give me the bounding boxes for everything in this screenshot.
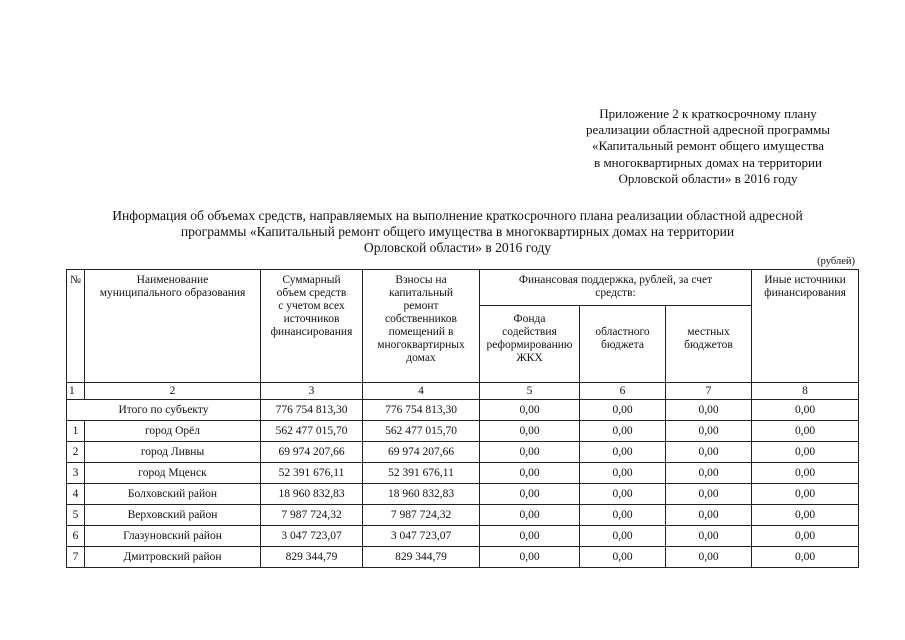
- row-number: 3: [67, 463, 85, 484]
- column-number: 3: [261, 383, 363, 400]
- cell-total: 52 391 676,11: [261, 463, 363, 484]
- row-name: Глазуновский район: [85, 526, 261, 547]
- cell-local: 0,00: [666, 526, 752, 547]
- column-number-row: [67, 383, 859, 400]
- cell-fund: 0,00: [480, 526, 580, 547]
- cell-total: 7 987 724,32: [261, 505, 363, 526]
- cell-fund: 0,00: [480, 547, 580, 568]
- cell-fund: 0,00: [480, 484, 580, 505]
- cell-local: 0,00: [666, 463, 752, 484]
- header-regional: областного бюджета: [580, 306, 666, 383]
- appendix-line: в многоквартирных домах на территории: [594, 154, 822, 170]
- cell-local: 0,00: [666, 442, 752, 463]
- cell-other: 0,00: [752, 421, 859, 442]
- row-number: 1: [67, 421, 85, 442]
- document-title: [40, 208, 875, 256]
- cell-total: 69 974 207,66: [261, 442, 363, 463]
- cell-local: 0,00: [666, 421, 752, 442]
- row-number: 7: [67, 547, 85, 568]
- cell-fund: 0,00: [480, 505, 580, 526]
- cell-regional: 0,00: [580, 484, 666, 505]
- appendix-line: Орловской области» в 2016 году: [618, 170, 798, 186]
- header-num: №: [67, 270, 85, 383]
- table-row: [67, 421, 859, 442]
- cell-other: 0,00: [752, 526, 859, 547]
- row-name: город Орёл: [85, 421, 261, 442]
- row-name: Болховский район: [85, 484, 261, 505]
- cell-local: 0,00: [666, 505, 752, 526]
- cell-fund: 0,00: [480, 421, 580, 442]
- cell-fund: 0,00: [480, 463, 580, 484]
- column-number: 7: [666, 383, 752, 400]
- cell-local: 0,00: [666, 484, 752, 505]
- header-local: местных бюджетов: [666, 306, 752, 383]
- column-number: 4: [363, 383, 480, 400]
- cell-total: 562 477 015,70: [261, 421, 363, 442]
- column-number: 6: [580, 383, 666, 400]
- cell-owners: 829 344,79: [363, 547, 480, 568]
- cell-fund: 0,00: [480, 442, 580, 463]
- row-number: 2: [67, 442, 85, 463]
- cell-owners: 776 754 813,30: [363, 400, 480, 421]
- cell-other: 0,00: [752, 442, 859, 463]
- cell-regional: 0,00: [580, 442, 666, 463]
- table-row: [67, 442, 859, 463]
- row-number: 4: [67, 484, 85, 505]
- cell-other: 0,00: [752, 547, 859, 568]
- column-number: 1: [67, 383, 85, 400]
- cell-owners: 3 047 723,07: [363, 526, 480, 547]
- header-owners: Взносы на капитальный ремонт собственников помещений в многоквартирных домах: [363, 270, 480, 383]
- title-line: Информация об объемах средств, направляемых на выполнение краткосрочного плана реализации областной адресной: [112, 208, 803, 223]
- cell-regional: 0,00: [580, 547, 666, 568]
- table-row: [67, 547, 859, 568]
- header-name: Наименование муниципального образования: [85, 270, 261, 383]
- unit-note: (рублей): [817, 256, 855, 267]
- table-row: [67, 484, 859, 505]
- row-number: 5: [67, 505, 85, 526]
- cell-other: 0,00: [752, 484, 859, 505]
- appendix-note: [548, 106, 868, 187]
- title-line: Орловской области» в 2016 году: [363, 240, 552, 255]
- cell-owners: 69 974 207,66: [363, 442, 480, 463]
- cell-total: 3 047 723,07: [261, 526, 363, 547]
- column-number: 8: [752, 383, 859, 400]
- column-number: 5: [480, 383, 580, 400]
- total-label: Итого по субъекту: [67, 400, 261, 421]
- cell-other: 0,00: [752, 400, 859, 421]
- total-row: [67, 400, 859, 421]
- cell-owners: 52 391 676,11: [363, 463, 480, 484]
- row-name: Верховский район: [85, 505, 261, 526]
- column-number: 2: [85, 383, 261, 400]
- funding-table: [66, 269, 859, 568]
- cell-total: 18 960 832,83: [261, 484, 363, 505]
- cell-local: 0,00: [666, 400, 752, 421]
- table-row: [67, 463, 859, 484]
- table-row: [67, 505, 859, 526]
- cell-local: 0,00: [666, 547, 752, 568]
- cell-owners: 18 960 832,83: [363, 484, 480, 505]
- row-name: город Мценск: [85, 463, 261, 484]
- row-name: Дмитровский район: [85, 547, 261, 568]
- cell-regional: 0,00: [580, 526, 666, 547]
- appendix-line: Приложение 2 к краткосрочному плану: [599, 106, 817, 121]
- cell-owners: 562 477 015,70: [363, 421, 480, 442]
- cell-regional: 0,00: [580, 505, 666, 526]
- cell-other: 0,00: [752, 505, 859, 526]
- header-total: Суммарный объем средств с учетом всех источников финансирования: [261, 270, 363, 383]
- row-number: 6: [67, 526, 85, 547]
- cell-regional: 0,00: [580, 421, 666, 442]
- appendix-line: «Капитальный ремонт общего имущества: [591, 138, 825, 154]
- cell-regional: 0,00: [580, 400, 666, 421]
- appendix-line: реализации областной адресной программы: [585, 122, 831, 138]
- cell-total: 829 344,79: [261, 547, 363, 568]
- title-line: программы «Капитальный ремонт общего имущества в многоквартирных домах на территории: [180, 224, 735, 239]
- cell-other: 0,00: [752, 463, 859, 484]
- table-row: [67, 526, 859, 547]
- header-other: Иные источники финансирования: [752, 270, 859, 383]
- cell-owners: 7 987 724,32: [363, 505, 480, 526]
- header-support: Финансовая поддержка, рублей, за счет средств:: [480, 270, 752, 306]
- cell-regional: 0,00: [580, 463, 666, 484]
- cell-total: 776 754 813,30: [261, 400, 363, 421]
- header-fund: Фонда содействия реформированию ЖКХ: [480, 306, 580, 383]
- row-name: город Ливны: [85, 442, 261, 463]
- cell-fund: 0,00: [480, 400, 580, 421]
